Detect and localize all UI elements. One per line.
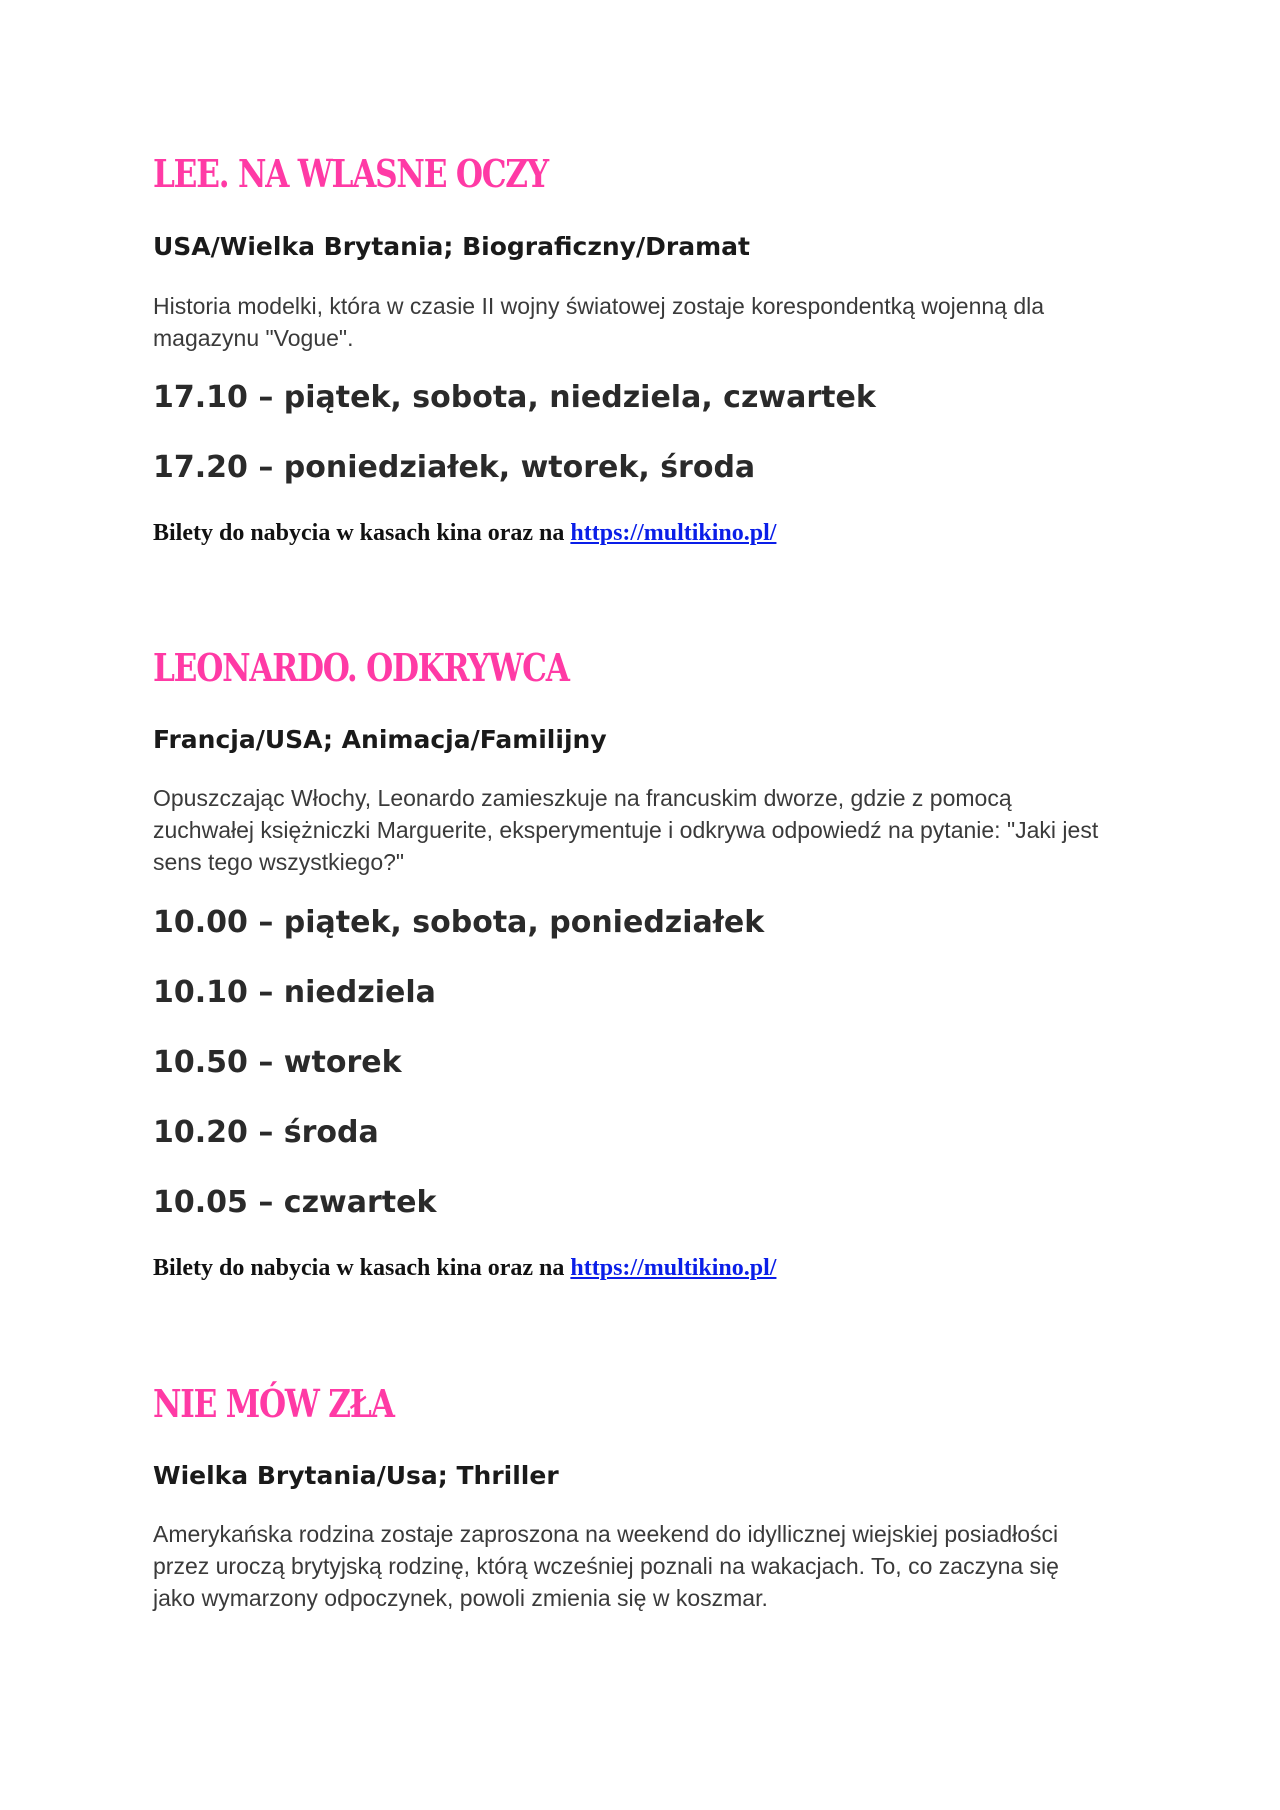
film-title: LEE. NA WLASNE OCZY (153, 151, 548, 196)
description-line: jako wymarzony odpoczynek, powoli zmienia się w koszmar. (153, 1585, 768, 1611)
tickets-text: Bilety do nabycia w kasach kina oraz na (153, 1255, 565, 1281)
tickets-link[interactable]: https://multikino.pl/ (570, 1255, 777, 1281)
description-line: Opuszczając Włochy, Leonardo zamieszkuje na francuskim dworze, gdzie z pomocą (153, 785, 1012, 811)
showtime: 17.10 – piątek, sobota, niedziela, czwartek (153, 380, 876, 415)
description-line: Amerykańska rodzina zostaje zaproszona na weekend do idyllicznej wiejskiej posiadłości (153, 1521, 1059, 1547)
tickets-text: Bilety do nabycia w kasach kina oraz na (153, 520, 565, 546)
description-line: magazynu "Vogue". (153, 325, 354, 351)
description-line: zuchwałej księżniczki Marguerite, eksperymentuje i odkrywa odpowiedź na pytanie: "Jaki jest (153, 817, 1099, 843)
showtime: 10.10 – niedziela (153, 975, 436, 1010)
film-title: LEONARDO. ODKRYWCA (153, 645, 569, 690)
showtime: 17.20 – poniedziałek, wtorek, środa (153, 450, 756, 485)
film-description (153, 290, 1143, 354)
film-genre: USA/Wielka Brytania; Biograficzny/Dramat (153, 232, 750, 261)
showtime: 10.20 – środa (153, 1115, 379, 1150)
showtime: 10.05 – czwartek (153, 1185, 437, 1220)
description-line: przez uroczą brytyjską rodzinę, którą wcześniej poznali na wakacjach. To, co zaczyna się (153, 1553, 1059, 1579)
tickets-info (153, 518, 776, 548)
tickets-info (153, 1253, 776, 1283)
film-title: NIE MÓW ZŁA (153, 1381, 394, 1426)
showtime: 10.50 – wtorek (153, 1045, 402, 1080)
film-genre: Francja/USA; Animacja/Familijny (153, 725, 607, 754)
tickets-link[interactable]: https://multikino.pl/ (570, 520, 777, 546)
film-description (153, 1518, 1143, 1614)
film-description (153, 782, 1143, 878)
description-line: Historia modelki, która w czasie II wojny światowej zostaje korespondentką wojenną dla (153, 293, 1045, 319)
showtime: 10.00 – piątek, sobota, poniedziałek (153, 905, 765, 940)
film-genre: Wielka Brytania/Usa; Thriller (153, 1461, 559, 1490)
description-line: sens tego wszystkiego?" (153, 849, 405, 875)
